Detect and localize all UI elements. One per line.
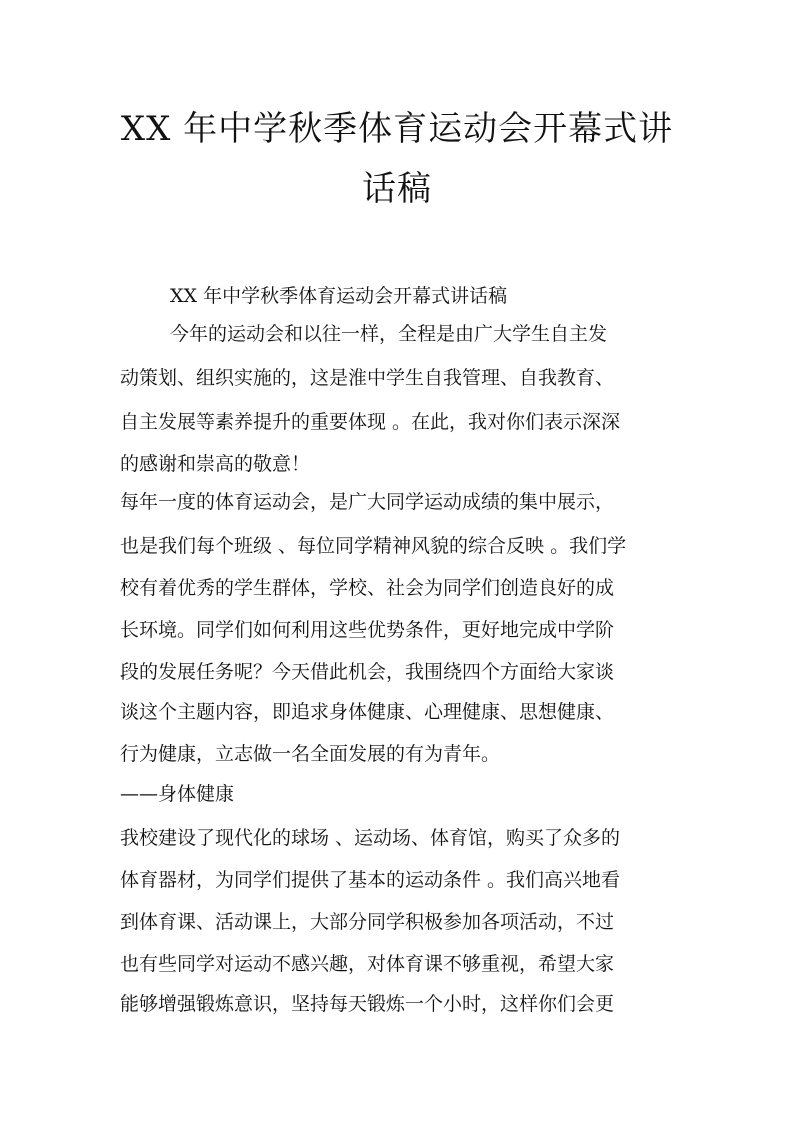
paragraph-line: 行为健康，立志做一名全面发展的有为青年。: [120, 743, 501, 765]
subtitle-line: XX 年中学秋季体育运动会开幕式讲话稿: [170, 285, 508, 307]
paragraph-line: 的感谢和崇高的敬意！: [120, 453, 311, 475]
paragraph-line: 也是我们每个班级 、每位同学精神风貌的综合反映 。我们学: [120, 535, 627, 557]
paragraph-line: 能够增强锻炼意识，坚持每天锻炼一个小时，这样你们会更: [120, 993, 615, 1015]
paragraph-line: 自主发展等素养提升的重要体现 。在此，我对你们表示深深: [120, 411, 621, 433]
paragraph-line: 谈这个主题内容，即追求身体健康、心理健康、思想健康、: [120, 701, 615, 723]
paragraph-line: 我校建设了现代化的球场 、运动场、体育馆，购买了众多的: [120, 827, 621, 849]
paragraph-line: 校有着优秀的学生群体，学校、社会为同学们创造良好的成: [120, 577, 615, 599]
paragraph-line: 今年的运动会和以往一样，全程是由广大学生自主发: [170, 323, 608, 345]
paragraph-line: 动策划、组织实施的，这是淮中学生自我管理、自我教育、: [120, 367, 615, 389]
paragraph-line: 段的发展任务呢？今天借此机会，我围绕四个方面给大家谈: [120, 661, 615, 683]
paragraph-line: 长环境。同学们如何利用这些优势条件，更好地完成中学阶: [120, 619, 615, 641]
document-title-line-2: 话稿: [362, 169, 432, 209]
section-heading-physical-health: ——身体健康: [120, 783, 235, 805]
paragraph-line: 到体育课、活动课上，大部分同学积极参加各项活动，不过: [120, 911, 615, 933]
paragraph-line: 也有些同学对运动不感兴趣，对体育课不够重视，希望大家: [120, 953, 615, 975]
paragraph-line: 体育器材，为同学们提供了基本的运动条件 。我们高兴地看: [120, 869, 621, 891]
paragraph-line: 每年一度的体育运动会，是广大同学运动成绩的集中展示，: [120, 491, 615, 513]
document-title-line-1: XX 年中学秋季体育运动会开幕式讲: [120, 109, 674, 149]
